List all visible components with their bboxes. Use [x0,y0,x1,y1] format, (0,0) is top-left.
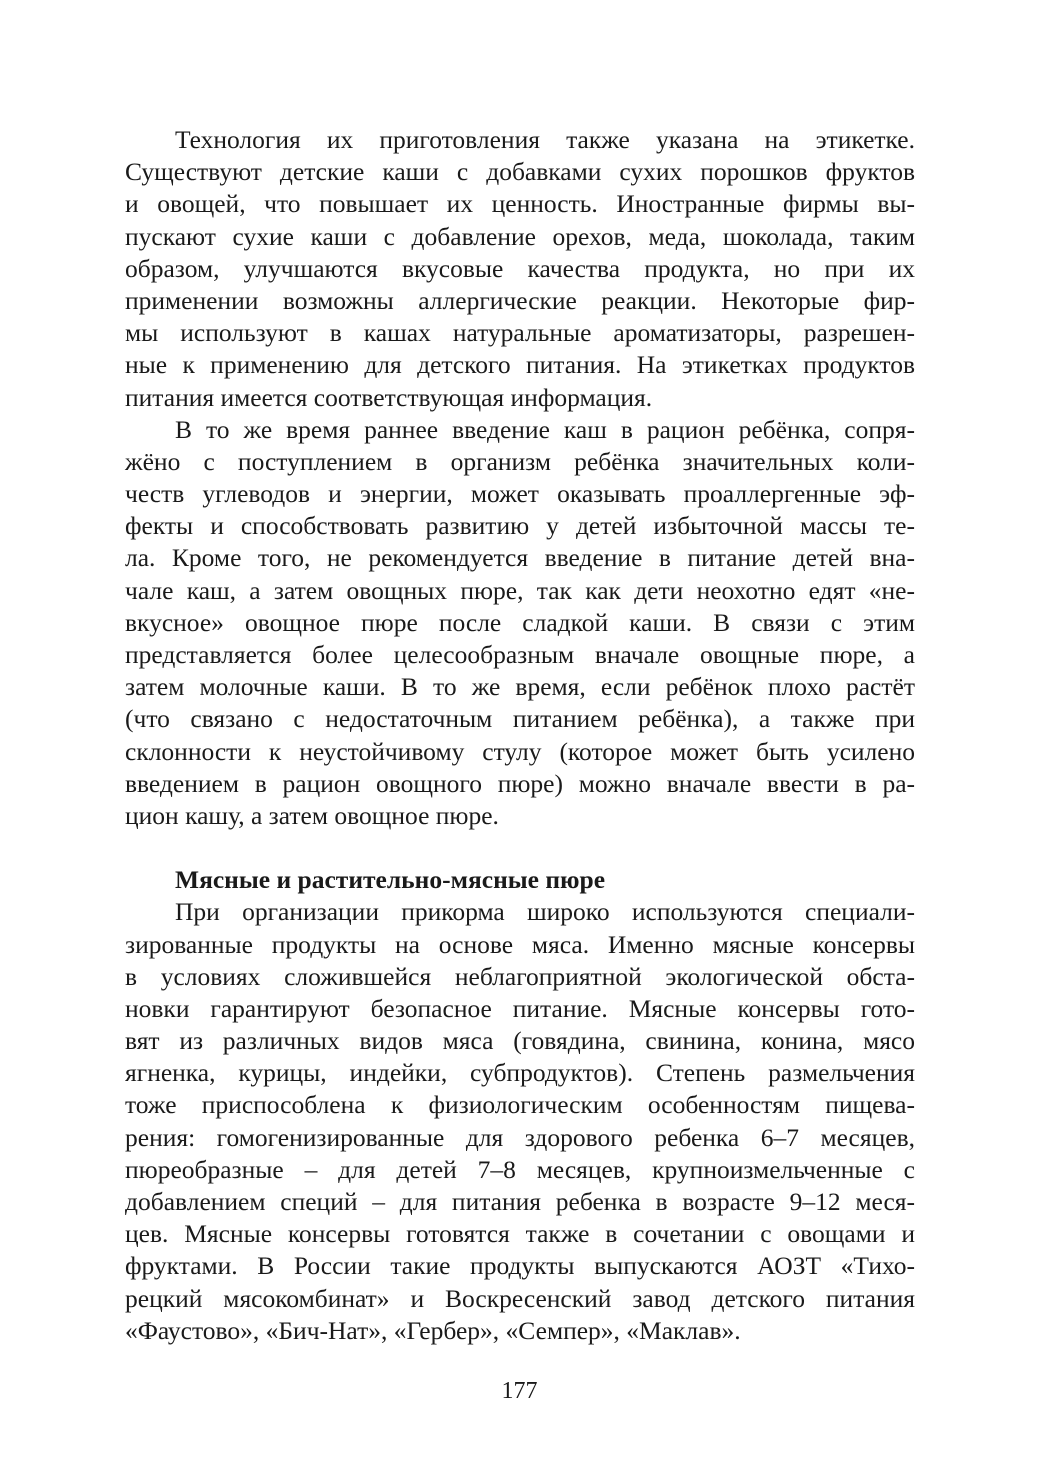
paragraph-3 [125,896,915,1347]
text-line: цев. Мясные консервы готовятся также в сочетании с овощами и [125,1219,915,1249]
text-line: и овощей, что повышает их ценность. Иностранные фирмы вы- [125,189,915,219]
text-line: (что связано с недостаточным питанием ребёнка), а также при [125,704,915,734]
text-line: применении возможны аллергические реакции. Некоторые фир- [125,285,915,315]
text-line: в условиях сложившейся неблагоприятной экологической обста- [125,961,915,991]
text-line: пускают сухие каши с добавление орехов, меда, шоколада, таким [125,221,915,251]
text-line: честв углеводов и энергии, может оказывать проаллергенные эф- [125,479,915,509]
text-line: добавлением специй – для питания ребенка в возрасте 9–12 меся- [125,1187,915,1216]
text-line: Технология их приготовления также указана на этикетке. [175,125,915,154]
text-line: питания имеется соответствующая информация. [125,382,653,412]
section-heading: Мясные и растительно-мясные пюре [175,865,606,895]
text-line: ла. Кроме того, не рекомендуется введение в питание детей вна- [125,543,915,573]
text-line: цион кашу, а затем овощное пюре. [125,800,499,830]
text-line: новки гарантируют безопасное питание. Мясные консервы гото- [125,993,915,1023]
text-line: «Фаустово», «Бич-Нат», «Гербер», «Семпер», «Маклав». [125,1315,741,1345]
text-line: Существуют детские каши с добавками сухих порошков фруктов [125,157,915,187]
text-line: При организации прикорма широко используются специали- [175,897,915,927]
text-line: чале каш, а затем овощных пюре, так как дети неохотно едят «не- [125,575,915,605]
page-number: 177 [501,1378,538,1404]
text-line: зированные продукты на основе мяса. Именно мясные консервы [125,929,915,959]
text-line: вкусное» овощное пюре после сладкой каши. В связи с этим [125,607,915,637]
text-line: склонности к неустойчивому стулу (которое может быть усилено [125,736,915,766]
text-line: затем молочные каши. В то же время, если ребёнок плохо растёт [125,672,915,702]
text-line: жёно с поступлением в организм ребёнка значительных коли- [125,446,915,476]
text-line: тоже приспособлена к физиологическим особенностям пищева- [125,1090,915,1120]
paragraph-1 [125,124,915,414]
text-line: представляется более целесообразным вначале овощные пюре, а [125,640,915,669]
text-line: образом, улучшаются вкусовые качества продукта, но при их [125,253,915,283]
section-gap [125,832,915,864]
text-line: мы используют в кашах натуральные ароматизаторы, разрешен- [125,318,915,348]
text-line: введением в рацион овощного пюре) можно вначале ввести в ра- [125,768,915,798]
text-line: ные к применению для детского питания. На этикетках продуктов [125,350,915,380]
text-line: рецкий мясокомбинат» и Воскресенский завод детского питания [125,1283,915,1313]
text-line: фекты и способствовать развитию у детей избыточной массы те- [125,511,915,541]
text-line: ягненка, курицы, индейки, субпродуктов). Степень размельчения [125,1058,915,1088]
text-line: фруктами. В России такие продукты выпускаются АОЗТ «Тихо- [125,1251,915,1281]
text-line: пюреобразные – для детей 7–8 месяцев, крупноизмельченные с [125,1154,915,1184]
text-line: вят из различных видов мяса (говядина, свинина, конина, мясо [125,1026,915,1056]
page-body [125,124,915,1347]
paragraph-2 [125,414,915,832]
text-line: рения: гомогенизированные для здорового ребенка 6–7 месяцев, [125,1122,915,1152]
text-line: В то же время раннее введение каш в рацион ребёнка, сопря- [175,414,915,444]
